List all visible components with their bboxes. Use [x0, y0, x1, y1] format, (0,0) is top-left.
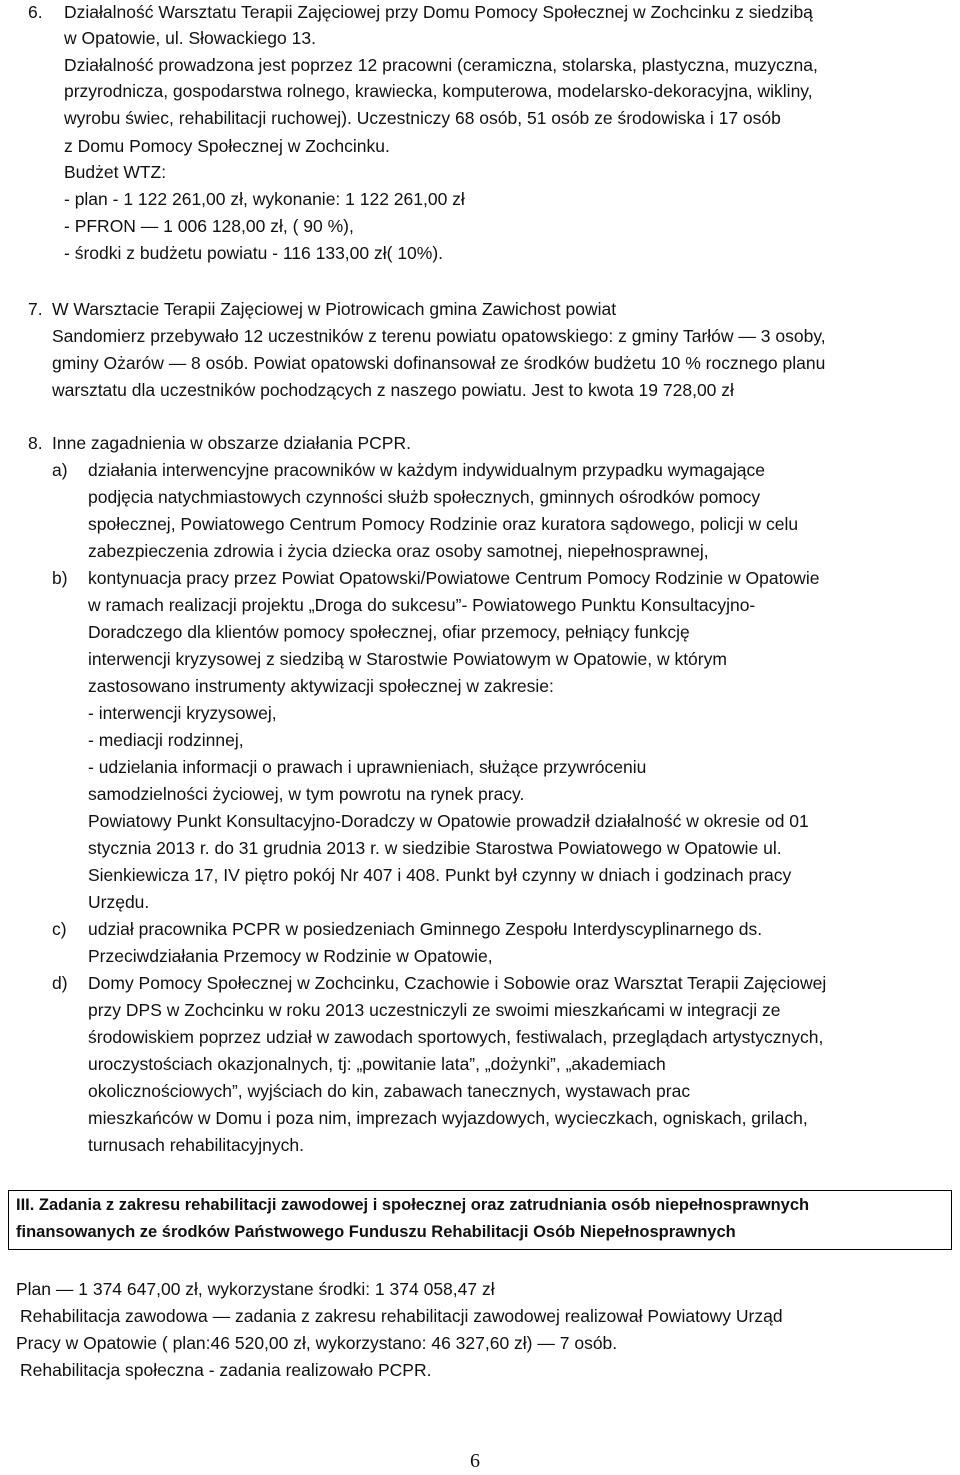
item-b-line: - udzielania informacji o prawach i uprawnieniach, służące przywróceniu: [88, 757, 647, 777]
section-6-text-line: wyrobu świec, rehabilitacji ruchowej). Uczestniczy 68 osób, 51 osób ze środowiska i 17 osób: [64, 108, 781, 128]
item-b-line: w ramach realizacji projektu „Droga do sukcesu”- Powiatowego Punktu Konsultacyjno-: [88, 595, 756, 615]
item-b-line: Sienkiewicza 17, IV piętro pokój Nr 407 i 408. Punkt był czynny w dniach i godzinach pracy: [88, 865, 792, 885]
item-a-label: a): [52, 460, 68, 480]
item-b-line: kontynuacja pracy przez Powiat Opatowski/Powiatowe Centrum Pomocy Rodzinie w Opatowie: [88, 568, 820, 588]
item-d-line: okolicznościowych”, wyjściach do kin, zabawach tanecznych, wystawach prac: [88, 1081, 691, 1101]
budget-line: - PFRON — 1 006 128,00 zł, ( 90 %),: [64, 216, 354, 236]
section-7-number: 7.: [28, 299, 43, 319]
section-6-heading-line-1: Działalność Warsztatu Terapii Zajęciowej przy Domu Pomocy Społecznej w Zochcinku z siedzibą: [64, 2, 813, 22]
budget-heading: Budżet WTZ:: [64, 162, 167, 182]
item-d-line: mieszkańców w Domu i poza nim, imprezach wyjazdowych, wycieczkach, ogniskach, grilach,: [88, 1108, 808, 1128]
item-d-line: środowiskiem poprzez udział w zawodach sportowych, festiwalach, przeglądach artystycznych,: [88, 1027, 824, 1047]
item-a-line: działania interwencyjne pracowników w każdym indywidualnym przypadku wymagające: [88, 460, 765, 480]
section-7-text-line: warsztatu dla uczestników pochodzących z naszego powiatu. Jest to kwota 19 728,00 zł: [52, 380, 734, 400]
budget-line: - środki z budżetu powiatu - 116 133,00 zł( 10%).: [64, 243, 444, 263]
section-7-text-line: Sandomierz przebywało 12 uczestników z terenu powiatu opatowskiego: z gminy Tarłów — 3 osoby,: [52, 326, 826, 346]
item-d-line: turnusach rehabilitacyjnych.: [88, 1135, 304, 1155]
social-rehab-line: Rehabilitacja społeczna - zadania realizowało PCPR.: [20, 1360, 432, 1380]
item-b-line: samodzielności życiowej, w tym powrotu na rynek pracy.: [88, 784, 525, 804]
item-a-line: podjęcia natychmiastowych czynności służb społecznych, gminnych ośrodków pomocy: [88, 487, 761, 507]
item-d-line: uroczystościach okazjonalnych, tj: „powitanie lata”, „dożynki”, „akademiach: [88, 1054, 666, 1074]
section-3-heading-line-2: finansowanych ze środków Państwowego Funduszu Rehabilitacji Osób Niepełnosprawnych: [16, 1223, 736, 1241]
item-c-line: Przeciwdziałania Przemocy w Rodzinie w Opatowie,: [88, 946, 493, 966]
section-6-heading-line-2: w Opatowie, ul. Słowackiego 13.: [64, 28, 316, 48]
section-7-text-line: gminy Ożarów — 8 osób. Powiat opatowski dofinansował ze środków budżetu 10 % rocznego planu: [52, 353, 826, 373]
vocational-rehab-line: Pracy w Opatowie ( plan:46 520,00 zł, wykorzystano: 46 327,60 zł) — 7 osób.: [16, 1333, 618, 1353]
section-3-heading-line-1: III. Zadania z zakresu rehabilitacji zawodowej i społecznej oraz zatrudniania osób niepełnosprawnych: [16, 1196, 810, 1214]
item-b-line: zastosowano instrumenty aktywizacji społecznej w zakresie:: [88, 676, 554, 696]
item-d-label: d): [52, 973, 68, 993]
item-c-line: udział pracownika PCPR w posiedzeniach Gminnego Zespołu Interdyscyplinarnego ds.: [88, 919, 763, 939]
item-a-line: społecznej, Powiatowego Centrum Pomocy Rodzinie oraz kuratora sądowego, policji w celu: [88, 514, 799, 534]
item-b-line: Powiatowy Punkt Konsultacyjno-Doradczy w Opatowie prowadził działalność w okresie od 01: [88, 811, 809, 831]
section-8-title: Inne zagadnienia w obszarze działania PCPR.: [52, 433, 411, 453]
item-b-label: b): [52, 568, 68, 588]
page-number: 6: [470, 1450, 480, 1472]
vocational-rehab-line: Rehabilitacja zawodowa — zadania z zakresu rehabilitacji zawodowej realizował Powiatowy Urząd: [20, 1306, 783, 1326]
item-d-line: Domy Pomocy Społecznej w Zochcinku, Czachowie i Sobowie oraz Warsztat Terapii Zajęciowej: [88, 973, 827, 993]
item-b-line: Doradczego dla klientów pomocy społecznej, ofiar przemocy, pełniący funkcję: [88, 622, 690, 642]
section-6-text-line: Działalność prowadzona jest poprzez 12 pracowni (ceramiczna, stolarska, plastyczna, muzyczna,: [64, 55, 818, 75]
section-6-text-line: z Domu Pomocy Społecznej w Zochcinku.: [64, 136, 390, 156]
item-d-line: przy DPS w Zochcinku w roku 2013 uczestniczyli ze swoimi mieszkańcami w integracji ze: [88, 1000, 781, 1020]
item-c-label: c): [52, 919, 67, 939]
section-6-number: 6.: [28, 2, 43, 22]
item-b-line: Urzędu.: [88, 892, 150, 912]
item-b-line: - mediacji rodzinnej,: [88, 730, 244, 750]
item-b-line: - interwencji kryzysowej,: [88, 703, 277, 723]
section-6-text-line: przyrodnicza, gospodarstwa rolnego, krawiecka, komputerowa, modelarsko-dekoracyjna, wikliny,: [64, 81, 813, 101]
item-b-line: interwencji kryzysowej z siedzibą w Starostwie Powiatowym w Opatowie, w którym: [88, 649, 727, 669]
section-8-number: 8.: [28, 433, 43, 453]
budget-line: - plan - 1 122 261,00 zł, wykonanie: 1 122 261,00 zł: [64, 189, 465, 209]
item-a-line: zabezpieczenia zdrowia i życia dziecka oraz osoby samotnej, niepełnosprawnej,: [88, 541, 709, 561]
section-7-text-line: W Warsztacie Terapii Zajęciowej w Piotrowicach gmina Zawichost powiat: [52, 299, 617, 319]
plan-line: Plan — 1 374 647,00 zł, wykorzystane środki: 1 374 058,47 zł: [16, 1279, 495, 1299]
item-b-line: stycznia 2013 r. do 31 grudnia 2013 r. w siedzibie Starostwa Powiatowego w Opatowie ul.: [88, 838, 782, 858]
